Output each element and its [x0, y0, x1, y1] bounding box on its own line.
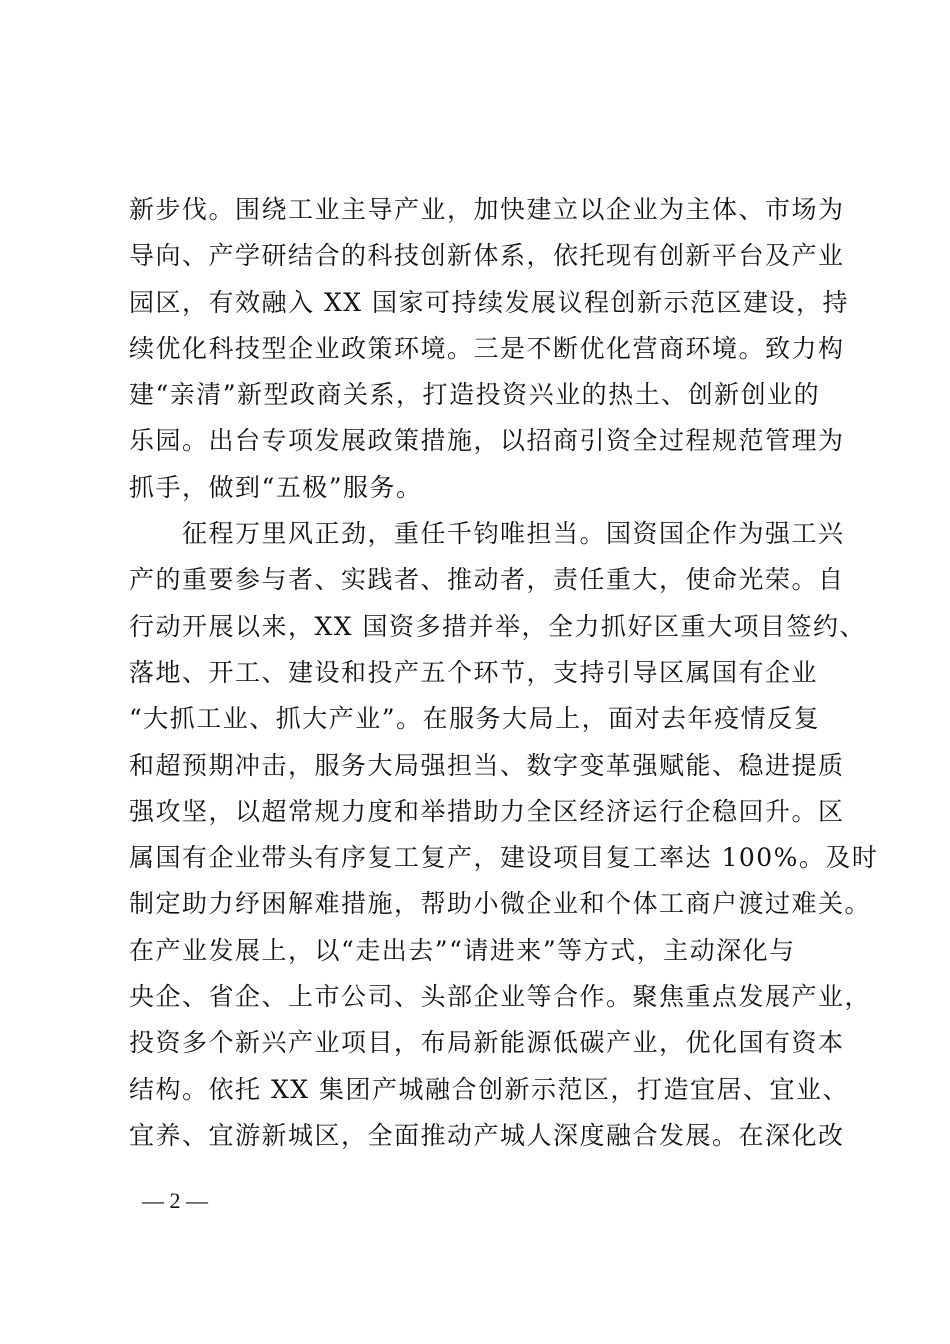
text-line: 宜养、宜游新城区，全面推动产城人深度融合发展。在深化改: [129, 1120, 845, 1150]
text-line: 园区，有效融入 XX 国家可持续发展议程创新示范区建设，持: [129, 287, 849, 317]
text-line: 抓手，做到“五极”服务。: [129, 472, 423, 502]
text-line: 结构。依托 XX 集团产城融合创新示范区，打造宜居、宜业、: [129, 1074, 849, 1104]
text-line: 央企、省企、上市公司、头部企业等合作。聚焦重点发展产业，: [129, 982, 872, 1012]
text-line: 新步伐。围绕工业主导产业，加快建立以企业为主体、市场为: [129, 195, 845, 224]
text-line: 征程万里风正劲，重任千钧唯担当。国资国企作为强工兴: [129, 519, 845, 549]
text-line: “大抓工业、抓大产业”。在服务大局上，面对去年疫情反复: [129, 704, 821, 734]
text-line: 强攻坚，以超常规力度和举措助力全区经济运行企稳回升。区: [129, 796, 845, 826]
text-line: 产的重要参与者、实践者、推动者，责任重大，使命光荣。自: [129, 565, 845, 595]
text-line: 续优化科技型企业政策环境。三是不断优化营商环境。致力构: [129, 333, 845, 363]
text-line: 建“亲清”新型政商关系，打造投资兴业的热土、创新创业的: [129, 380, 821, 410]
text-line: 和超预期冲击，服务大局强担当、数字变革强赋能、稳进提质: [129, 750, 845, 780]
text-line: 制定助力纾困解难措施，帮助小微企业和个体工商户渡过难关。: [129, 889, 872, 919]
body-text: [129, 187, 879, 1159]
text-line: 导向、产学研结合的科技创新体系，依托现有创新平台及产业: [129, 241, 845, 271]
text-line: 属国有企业带头有序复工复产，建设项目复工率达 100%。及时: [129, 843, 879, 873]
text-line: 行动开展以来，XX 国资多措并举，全力抓好区重大项目签约、: [129, 611, 867, 641]
text-line: 落地、开工、建设和投产五个环节，支持引导区属国有企业: [129, 657, 819, 687]
text-line: 乐园。出台专项发展政策措施，以招商引资全过程规范管理为: [129, 426, 845, 456]
text-line: 投资多个新兴产业项目，布局新能源低碳产业，优化国有资本: [129, 1028, 845, 1058]
page-number: — 2 —: [142, 1188, 208, 1213]
text-line: 在产业发展上，以“走出去”“请进来”等方式，主动深化与: [129, 935, 796, 965]
